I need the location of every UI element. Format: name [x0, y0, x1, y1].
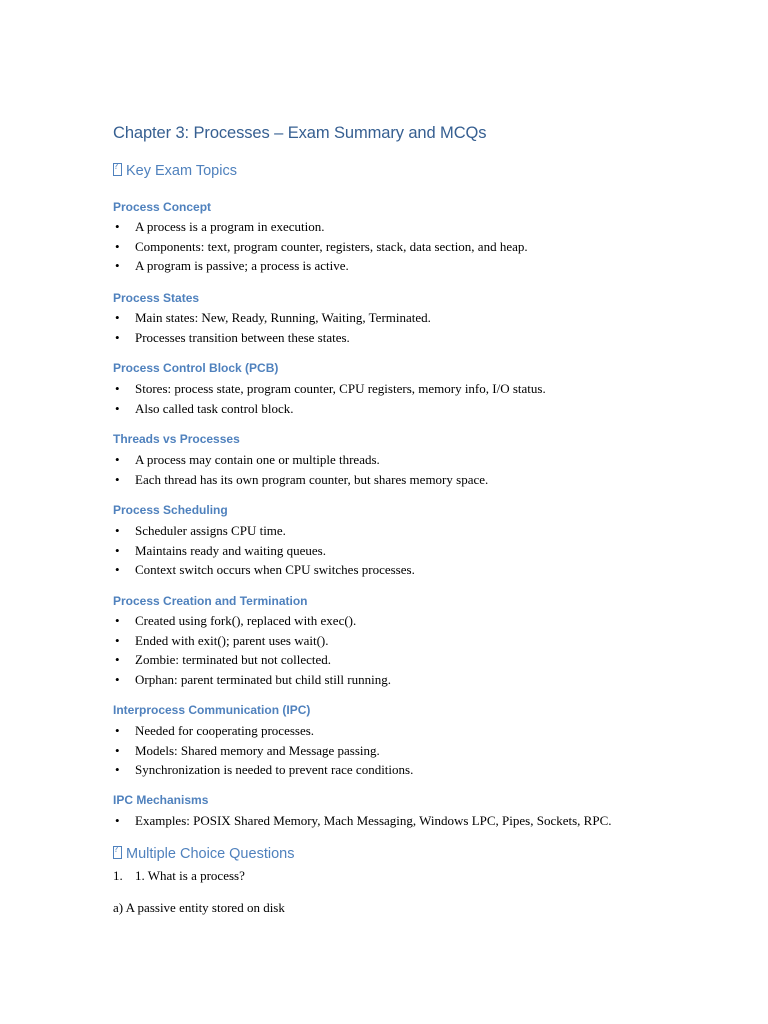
- mcq-option-a: a) A passive entity stored on disk: [113, 900, 285, 915]
- bullet-icon: •: [115, 523, 120, 538]
- section-heading-process-concept: Process Concept: [113, 200, 212, 214]
- mcq-heading: [113, 846, 294, 862]
- mcq-question-text: 1. What is a process?: [135, 868, 245, 883]
- document-page: Chapter 3: Processes – Exam Summary and MCQs Key Exam Topics Process Concept • A process is a program in execution. • Components: text, program counter, registers, stack, data section, and heap. • A program is passive; a process is active. Process States • Main states: New, Ready, Running, Waiting, Terminated. • Processes transition between these states. Process Control Block (PCB) • Stores: process state, program counter, CPU registers, memory info, I/O status. • Also called task control block. Threads vs Processes • A process may contain one or multiple threads. • Each thread has its own program counter, but shares memory space. Process Scheduling • Scheduler assigns CPU time. • Maintains ready and waiting queues. • Context switch occurs when CPU switches processes. Process Creation and Termination • Created using fork(), replaced with exec(). • Ended with exit(); parent uses wait(). • Zombie: terminated but not collected. • Orphan: parent terminated but child still running. Interprocess Communication (IPC) • Needed for cooperating processes. • Models: Shared memory and Message passing. • Synchronization is needed to prevent race conditions. IPC Mechanisms • Examples: POSIX Shared Memory, Mach Messaging, Windows LPC, Pipes, Sockets, RPC. Multiple Choice Questions 1. 1. What is a process? a) A passive entity stored on disk: [0, 0, 768, 1024]
- bullet-icon: •: [115, 329, 120, 345]
- bullet-icon: •: [115, 652, 120, 667]
- missing-glyph-icon: [113, 163, 122, 176]
- bullet-icon: •: [115, 400, 120, 416]
- bullet-icon: •: [115, 381, 120, 396]
- bullet-icon: •: [115, 471, 120, 487]
- bullet-icon: •: [115, 813, 120, 828]
- bullet-icon: •: [115, 671, 120, 687]
- bullet-icon: •: [115, 742, 120, 758]
- section-heading-ipc: Interprocess Communication (IPC): [113, 703, 311, 717]
- section-heading-pcb: Process Control Block (PCB): [113, 361, 279, 375]
- bullet-icon: •: [115, 542, 120, 558]
- mcq-heading-text: Multiple Choice Questions: [126, 846, 295, 862]
- section-heading-ipc-mechanisms: IPC Mechanisms: [113, 793, 209, 807]
- bullet-icon: •: [115, 632, 120, 648]
- section-heading-creation-termination: Process Creation and Termination: [113, 594, 308, 608]
- bullet-icon: •: [115, 613, 120, 628]
- mcq-number: 1.: [113, 868, 123, 883]
- bullet-icon: •: [115, 562, 120, 577]
- bullet-icon: •: [115, 762, 120, 777]
- section-heading-threads: Threads vs Processes: [113, 432, 240, 446]
- section-heading-process-states: Process States: [113, 291, 200, 305]
- bullet-icon: •: [115, 219, 120, 234]
- page-title: Chapter 3: Processes – Exam Summary and MCQs: [113, 124, 487, 142]
- section-heading-scheduling: Process Scheduling: [113, 503, 228, 517]
- key-topics-heading: [113, 163, 237, 179]
- bullet-icon: •: [115, 723, 120, 738]
- bullet-icon: •: [115, 310, 120, 325]
- key-topics-heading-text: Key Exam Topics: [126, 163, 237, 179]
- missing-glyph-icon: [113, 846, 122, 859]
- bullet-icon: •: [115, 258, 120, 273]
- bullet-icon: •: [115, 452, 120, 467]
- bullet-icon: •: [115, 238, 120, 254]
